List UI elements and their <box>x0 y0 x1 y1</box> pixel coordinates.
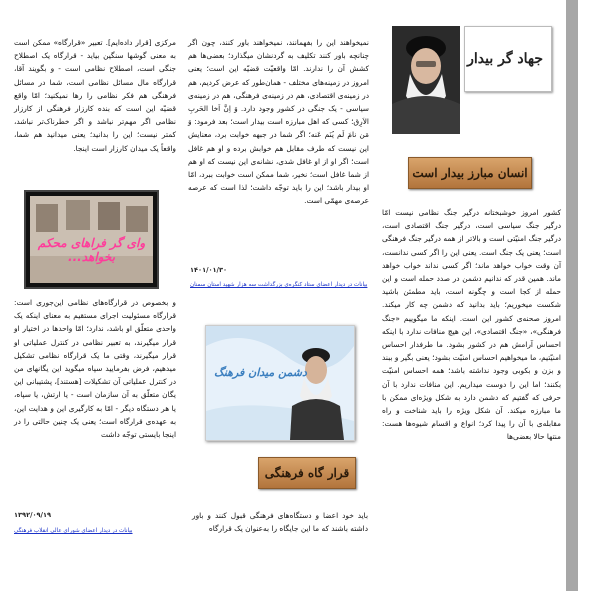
column-middle <box>188 36 369 208</box>
column-middle-bottom-text: باید خود اعضا و دستگاه‌های فرهنگی قبول کنند و باور داشته باشند که ما این جایگاه را به‌عنوان یک قرارگاه <box>192 511 368 534</box>
column-right <box>382 206 561 444</box>
column-left-text-2: و بخصوص در قرارگاه‌های نظامی این‌جوری است: قرارگاه مسئولیت اجرای مستقیم به معنای اینکه یک واحدی متعلّق او باشد، ندارد؛ امّا واحدها در اختیار او قرار میگیرند، به تعبیر نظامی در کنترل عملیاتی او قرار میگیرند، وقتی ما یک قرارگاه نظامی تشکیل میدهیم، فرض بفرمایید سپاه میگوید این یگانهای من در کنترل عملیاتی آن تشکیلات [هستند]، پشتیبانی این یگان متعلّق به آن سازمان است - یا ارتش، یا سپاه، یا هر دستگاه دیگر - امّا به کارگیری این و هدایت این، به عهده‌ی قرارگاه است؛ یعنی یک چنین حالتی را در اینجا بایستی توجّه داشت <box>14 298 176 440</box>
framed-image <box>24 190 159 289</box>
photo-mid-drawing <box>206 326 354 440</box>
column-left <box>14 36 176 155</box>
column-right-text: کشور امروز خوشبختانه درگیر جنگ نظامی نیست امّا درگیر جنگ سیاسی است، درگیر جنگ اقتصادی است، درگیر جنگ امنیّتی است و بالاتر از همه درگیر جنگ فرهنگی است؛ یعنی یک جنگ است. یعنی این را اگر کسی ندانست، آن وقت خواب خواهد ماند؛ اگر کسی نداند خواب خواهد ماند. همین قدر که ندانیم دشمن در صدد حمله است و این حمله از کجا است و چگونه است، باید مطمئن باشید شکست میخوریم؛ باید بدانید که دشمن چه کار میکند. امروز صحنه‌ی کشور این است. اینکه ما میگوییم «جنگ فرهنگی»، «جنگ اقتصادی»، این هیچ منافات ندارد با اینکه احساس آرامش هم در کشور بشود. ما طرفدار احساس امنیّتیم، ما میخواهیم احساس امنیّت بشود؛ یعنی بگیر و ببند و بزن و بکوبی وجود نداشته باشد؛ همه احساس امنیّت بکنند؛ اما این را دوست میداریم. این منافات ندارد با آن حرفی که گفتیم که دشمن دارد به شکل ویژه‌ای ممکن با ما مبارزه میکند. آن شکل ویژه را باید شناخت و راه مقابله‌ی با آن را پیدا کرد؛ انواع و اقسام شیوه‌ها هست: منتها حالا بعضی‌ها <box>382 208 561 442</box>
column-left-text-1: مرکزی [قرار داده‌ایم]. تعبیر «قرارگاه» ممکن است به معنی گوشها سنگین بیاید - قرارگاه یک اصطلاح جنگی است، اصطلاح نظامی است - و بگویند آقا، قرارگاه مال مسائل نظامی است، شما در مسائل فرهنگی هم فکر نظامی را رها نمیکنید؛ امّا واقع قضیّه این است که بنده کارزار فرهنگی از کارزار نظامی اگر مهم‌تر نباشد و اگر خطرناک‌تر نباشد، کمتر نیست؛ این را بدانید؛ یعنی میدانید هم شما، واقعاً یک میدان کارزار است اینجا. <box>14 38 176 153</box>
column-left-lower <box>14 296 176 441</box>
banner-insan: انسان مبارز بیدار است <box>408 157 532 189</box>
column-middle-bottom <box>192 509 368 535</box>
caption-left[interactable]: بیانات در دیدار اعضای شورای عالی انقلاب فرهنگی <box>14 528 133 534</box>
leader-portrait-top <box>392 26 460 134</box>
caption-mid[interactable]: بیانات در دیدار اعضای ستاد کنگره‌ی بزرگداشت سه هزار شهید استان سمنان <box>190 282 368 288</box>
banner-qarargah: قرار گاه فرهنگی <box>258 457 356 489</box>
photo-calligraphy: دشمن میدان فرهنگ <box>214 366 307 379</box>
right-edge-bar <box>566 0 578 591</box>
date-mid: ۱۴۰۱/۰۱/۳۰ <box>190 266 228 274</box>
column-middle-text: نمیخواهند این را بفهمانند، نمیخواهند باور کنند، چون اگر چنانچه باور کنند تکلیف به گردنشان میگذارد؛ بعضی‌ها هم کشش آن را ندارند. امّا واقعیّت قضیّه این است؛ یعنی امروز در زمینه‌های مختلف - همان‌طور که عرض کردیم، هم در زمینه‌ی اقتصادی، هم در زمینه‌ی فرهنگی، هم در زمینه‌ی سیاسی - یک جنگی در کشور وجود دارد. وَ اِنَّ اَخا الحَربِ الاَرِق؛ کسی که اهل مبارزه است بیدار است؛ بعد فرمود: وَ مَن نامَ لَم یُنَم عَنه؛ اگر شما در جبهه خوابت برد، معنایش این نیست که طرف مقابل هم خوابش برده و او هم غافل است؛ اگر او از او غافل شدی، نشانه‌ی این نیست که او هم از شما غافل است؛ نخیر، شما ممکن است خوابت ببرد، امّا او بیدار باشد؛ این را باید توجّه داشت؛ لذا است که عرصه عرصه‌ی مهمّی است. <box>188 38 369 206</box>
page-title: جهاد گر بیدار <box>467 51 543 67</box>
framed-image-inner <box>30 196 153 283</box>
leader-photo-calligraphy <box>205 325 355 441</box>
framed-calligraphy: وای گر فراهای محکم بخواهد... <box>37 236 146 264</box>
title-box <box>464 26 552 92</box>
portrait-drawing <box>392 26 460 134</box>
date-left: ۱۳۹۲/۰۹/۱۹ <box>14 511 52 519</box>
